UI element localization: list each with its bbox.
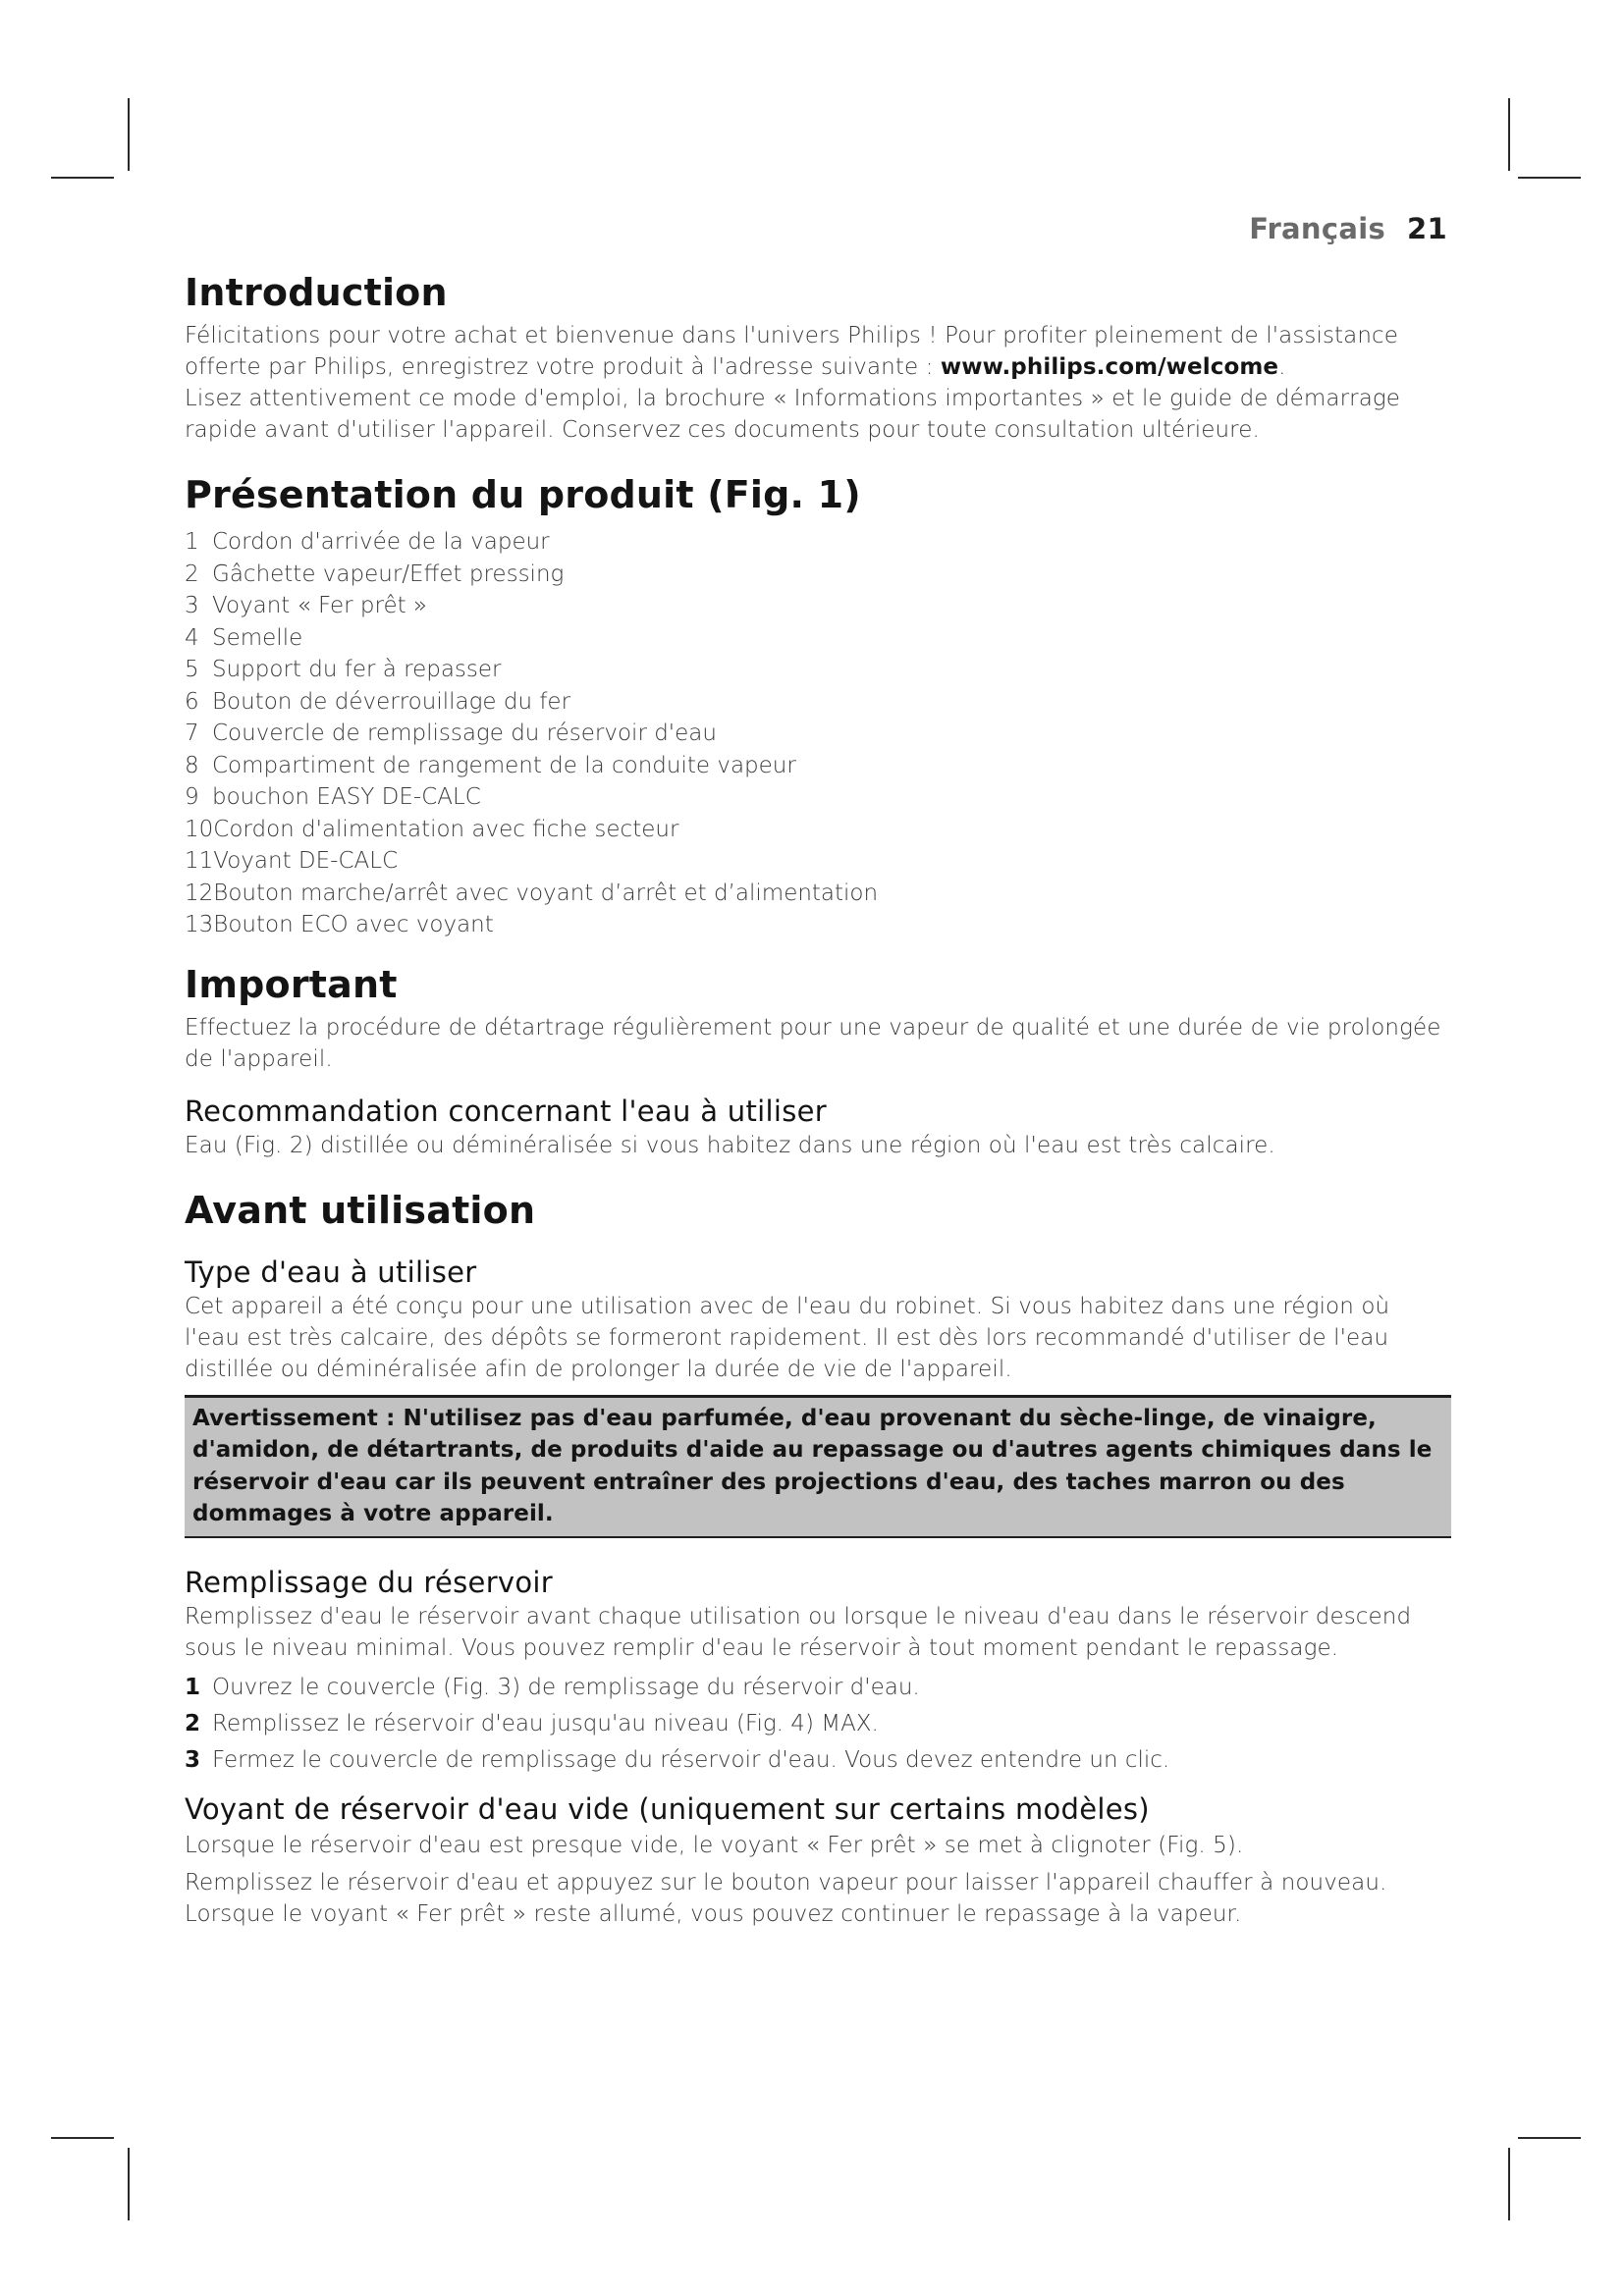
list-item: 3 Fermez le couvercle de remplissage du réservoir d'eau. Vous devez entendre un clic. — [185, 1746, 1170, 1773]
introduction-end: . — [1278, 354, 1286, 380]
parts-list — [185, 526, 1451, 941]
water-type-heading: Type d'eau à utiliser — [185, 1255, 477, 1289]
page-number: 21 — [1407, 212, 1447, 245]
crop-mark — [1508, 98, 1510, 171]
crop-mark — [1518, 177, 1581, 179]
introduction-heading: Introduction — [185, 271, 448, 314]
list-item: 4 Semelle — [185, 624, 303, 651]
introduction-text: Félicitations pour votre achat et bienvenue dans l'univers Philips ! Pour profiter pleinement de l'assistance offerte par Philips, enregistrez votre produit à l'adresse suivante : — [185, 323, 1399, 380]
crop-mark — [128, 98, 130, 171]
crop-mark — [51, 2137, 114, 2139]
crop-mark — [1508, 2148, 1510, 2220]
warning-box — [185, 1395, 1451, 1538]
introduction-paragraph — [185, 320, 1451, 383]
list-item: 10Cordon d'alimentation avec fiche secteur — [185, 816, 679, 842]
list-item: 6 Bouton de déverrouillage du fer — [185, 688, 571, 715]
empty-tank-paragraph-1: Lorsque le réservoir d'eau est presque vide, le voyant « Fer prêt » se met à clignoter (Fig. 5). — [185, 1832, 1244, 1858]
list-item: 2 Gâchette vapeur/Effet pressing — [185, 561, 565, 587]
filling-steps-list — [185, 1670, 1451, 1779]
crop-mark — [1518, 2137, 1581, 2139]
list-item: 5 Support du fer à repasser — [185, 657, 502, 682]
empty-tank-heading: Voyant de réservoir d'eau vide (uniquement sur certains modèles) — [185, 1791, 1150, 1826]
list-item: 3 Voyant « Fer prêt » — [185, 593, 428, 618]
important-heading: Important — [185, 962, 398, 1006]
tank-filling-heading: Remplissage du réservoir — [185, 1565, 554, 1599]
water-recommendation-paragraph: Eau (Fig. 2) distillée ou déminéralisée si vous habitez dans une région où l'eau est très calcaire. — [185, 1132, 1275, 1158]
language-label: Français — [1249, 212, 1386, 245]
avant-utilisation-heading: Avant utilisation — [185, 1188, 536, 1232]
important-paragraph: Effectuez la procédure de détartrage régulièrement pour une vapeur de qualité et une durée de vie prolongée de l'appareil. — [185, 1014, 1441, 1072]
warning-text: Avertissement : N'utilisez pas d'eau parfumée, d'eau provenant du sèche-linge, de vinaigre, d'amidon, de détartrants, de produits d'aide au repassage ou d'autres agents chimiques dans le réservoir d'eau car ils peuvent entraîner des projections d'eau, des taches marron ou des dommages à votre appareil. — [192, 1405, 1433, 1526]
crop-mark — [128, 2148, 130, 2220]
list-item: 9 bouchon EASY DE-CALC — [185, 784, 481, 810]
introduction-paragraph-2: Lisez attentivement ce mode d'emploi, la brochure « Informations importantes » et le guide de démarrage rapide avant d'utiliser l'appareil. Conservez ces documents pour toute consultation ultérieure. — [185, 386, 1401, 443]
empty-tank-paragraph-2: Remplissez le réservoir d'eau et appuyez sur le bouton vapeur pour laisser l'appareil chauffer à nouveau. — [185, 1869, 1387, 1896]
water-type-paragraph: Cet appareil a été conçu pour une utilisation avec de l'eau du robinet. Si vous habitez dans une région où l'eau est très calcaire, des dépôts se formeront rapidement. Il est dès lors recommandé d'utiliser de l'eau distillée ou déminéralisée afin de prolonger la durée de vie de l'appareil. — [185, 1293, 1390, 1382]
philips-welcome-link[interactable]: www.philips.com/welcome — [940, 354, 1279, 380]
tank-filling-paragraph: Remplissez d'eau le réservoir avant chaque utilisation ou lorsque le niveau d'eau dans le réservoir descend sous le niveau minimal. Vous pouvez remplir d'eau le réservoir à tout moment pendant le repassage. — [185, 1603, 1412, 1661]
crop-mark — [51, 177, 114, 179]
presentation-heading: Présentation du produit (Fig. 1) — [185, 473, 861, 516]
list-item: 1 Ouvrez le couvercle (Fig. 3) de remplissage du réservoir d'eau. — [185, 1674, 920, 1700]
list-item: 7 Couvercle de remplissage du réservoir d'eau — [185, 721, 717, 746]
empty-tank-paragraph-3: Lorsque le voyant « Fer prêt » reste allumé, vous pouvez continuer le repassage à la vapeur. — [185, 1900, 1242, 1927]
page-content — [185, 267, 1451, 1930]
water-recommendation-heading: Recommandation concernant l'eau à utiliser — [185, 1094, 827, 1128]
list-item: 8 Compartiment de rangement de la conduite vapeur — [185, 752, 796, 778]
list-item: 2 Remplissez le réservoir d'eau jusqu'au niveau (Fig. 4) MAX. — [185, 1710, 879, 1736]
list-item: 1 Cordon d'arrivée de la vapeur — [185, 529, 550, 555]
list-item: 13Bouton ECO avec voyant — [185, 912, 494, 937]
list-item: 12Bouton marche/arrêt avec voyant d’arrêt et d’alimentation — [185, 880, 879, 906]
running-header — [1249, 212, 1447, 245]
list-item: 11Voyant DE-CALC — [185, 848, 399, 874]
